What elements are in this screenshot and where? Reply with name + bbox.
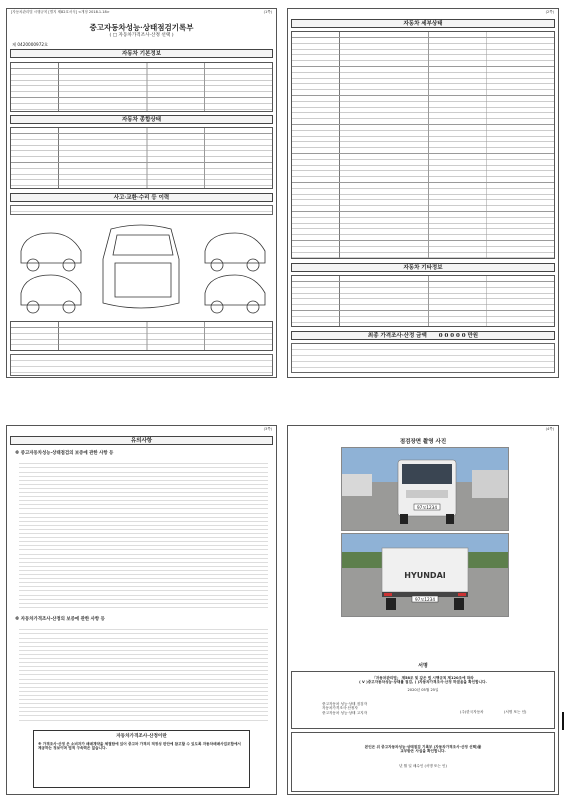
section-other-info: 자동차 기타정보 [291,263,555,272]
detail-checklist-table [291,31,555,259]
receipt-text-1: 본인은 위 중고자동차성능·상태점검 기록부 (자동차가격조사·산정 선택)를 [364,745,482,749]
price-warranty-heading: ※ 자동차가격조사·산정의 보증에 관한 사항 등 [15,617,105,622]
page-number: (4쪽) [545,427,554,431]
company-name: (주)한국자동차 [460,710,484,714]
photo-section-title: 점검장면 촬영 사진 [399,439,447,445]
opinion-table [10,354,273,376]
detail-state-table [10,321,273,351]
page-number: (3쪽) [263,427,272,431]
rear-plate: 97모1234 [414,596,436,602]
confirmation-statement: ( V )중고자동차성능·상태를 점검, ( )자동차가격조사·산정 하였음을 확인합니다. [359,680,487,685]
dealer-label: 중고자동차 성능·상태 고지자 [322,710,368,715]
record-number: 제 0420000972호 [12,42,49,47]
seller-label: 자동차가격조사·산정자 [322,706,358,711]
signature-box [291,671,555,729]
section-basic-info: 자동차 기본정보 [10,49,273,58]
final-price-value: 0 0 0 0 0 만원 [438,333,479,339]
price-notes-table [291,343,555,373]
receipt-box [291,732,555,792]
receipt-text-2: 교부받은 사실을 확인합니다. [400,749,446,754]
notes-title: 유의사항 [10,436,273,445]
accident-legend [10,205,273,215]
section-accident-history: 사고·교환·수리 등 이력 [10,193,273,202]
price-assessment-notice [33,730,250,788]
inspector-label: 중고자동차 성능·상태 점검자 [322,702,368,706]
signature-title: 서명 [418,663,428,669]
performance-warranty-heading: ※ 중고자동차성능·상태점검의 보증에 관한 사항 등 [15,451,114,456]
legal-basis: 「자동차관리법」 제58조 및 같은 법 시행규칙 제120조에 따라 [372,676,474,680]
page-4 [287,425,559,795]
section-final-price [291,331,555,340]
basic-info-table [10,62,273,112]
page-2 [287,8,559,378]
section-detail-state: 자동차 세부상태 [291,19,555,28]
form-number: [자동차관리법 시행규칙 [별지 제82호서식] <개정 2018.1.18> [11,10,110,14]
section-general-state: 자동차 종합상태 [10,115,273,124]
tailgate-brand: HYUNDAI [404,571,446,580]
performance-warranty-text [19,460,268,610]
vehicle-diagram [15,221,270,317]
page-number: (2쪽) [545,10,554,14]
final-price-label: 최종 가격조사·산정 금액 [367,333,427,339]
sign-date: 2020년 05월 25일 [407,687,439,692]
front-plate: 97모1234 [416,504,438,510]
page-number: (1쪽) [263,10,272,14]
rear-photo [341,533,509,617]
front-photo [341,447,509,531]
other-info-table [291,275,555,327]
page-1 [6,8,277,378]
receipt-sign-line: 년 월 일 매수인 (서명 또는 인) [399,763,447,768]
scroll-marker [562,712,564,730]
signature-label: (서명 또는 인) [504,710,527,714]
notice-title: 자동차가격조사·산정이란 [116,734,167,739]
notice-text: ※ 가격조사·산정 은 소비자가 매매계약을 체결함에 있어 중고차 가격의 적정성 판단에 참고할 수 있도록 자동차매매사업조합에서 제공하는 정보이며 법적 구속력은 없습니다. [38,742,241,751]
page-subtitle: ( □ 자동차가격조사·산정 선택 ) [109,33,174,38]
price-warranty-text [19,626,268,724]
page-title: 중고자동차성능·상태점검기록부 [89,23,194,32]
page-3 [6,425,277,795]
general-state-table [10,127,273,189]
